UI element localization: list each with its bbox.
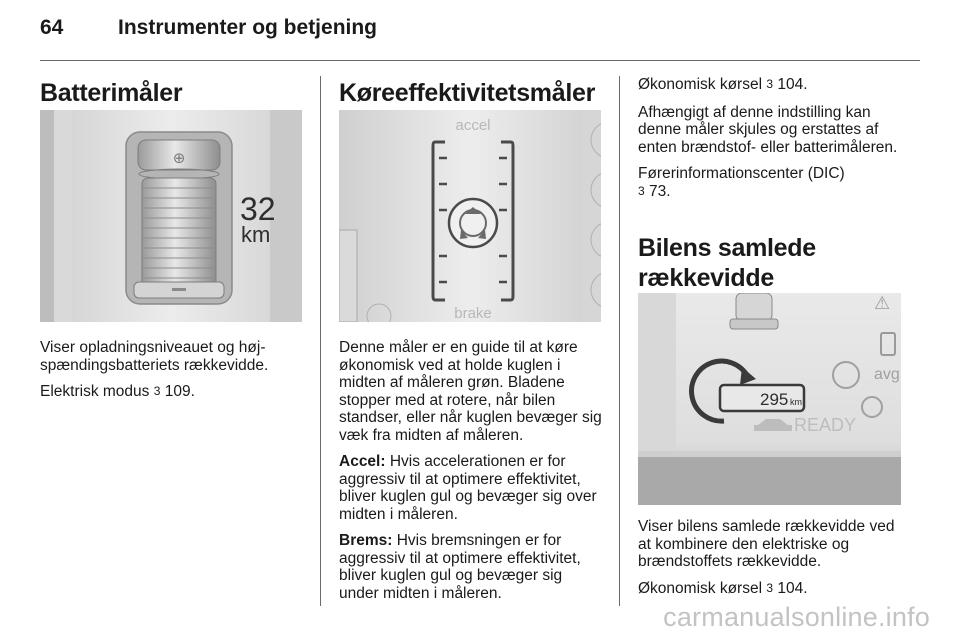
battery-gauge-illustration bbox=[40, 110, 302, 322]
section-heading-total-range bbox=[638, 233, 816, 293]
header-rule bbox=[40, 60, 920, 61]
electric-mode-page-ref: 109. bbox=[164, 383, 195, 400]
ready-label: READY bbox=[794, 415, 857, 435]
column-divider-1 bbox=[320, 76, 321, 606]
dic-page-ref: 73. bbox=[649, 182, 671, 200]
dic-text: Førerinformationscenter (DIC) bbox=[638, 165, 845, 182]
battery-gauge-figure bbox=[40, 110, 302, 322]
total-range-description: Viser bilens samlede rækkevidde ved at kombinere den elektriske og brændstoffets rækkevidde. bbox=[638, 518, 895, 570]
accel-label: accel bbox=[455, 117, 491, 134]
brems-description: Hvis bremsningen er for aggressiv til at optimere effektivitet, bliver kuglen gul og bevæger sig under midten i måleren. bbox=[339, 532, 581, 602]
eco-driving-text-2: Økonomisk kørsel bbox=[638, 579, 763, 597]
total-range-figure bbox=[638, 293, 901, 505]
section-heading-total-range-line1: Bilens samlede bbox=[638, 234, 816, 262]
svg-text:⊕: ⊕ bbox=[172, 149, 186, 167]
range-value: 295 bbox=[760, 390, 789, 409]
cross-reference-arrow-icon: 3 bbox=[153, 384, 161, 398]
range-unit: km bbox=[790, 397, 802, 407]
brake-label: brake bbox=[454, 305, 492, 322]
column-2-text bbox=[339, 339, 604, 611]
efficiency-gauge-description: Denne måler er en guide til at køre økonomisk ved at holde kuglen i midten af måleren grøn. Bladene stopper med at rotere, når bilen standser, eller når kuglen bevæger sig væk fra midten af måleren. bbox=[339, 339, 602, 444]
accel-term: Accel: bbox=[339, 453, 386, 470]
section-heading-driving-efficiency: Køreeffektivitetsmåler bbox=[339, 79, 596, 107]
efficiency-ball-icon bbox=[449, 199, 497, 247]
range-readout-value: 32 bbox=[240, 191, 276, 227]
eco-driving-text: Økonomisk kørsel bbox=[638, 76, 763, 93]
page-number: 64 bbox=[40, 16, 64, 39]
watermark: carmanualsonline.info bbox=[663, 602, 930, 632]
column-1-text bbox=[40, 339, 308, 411]
brems-paragraph bbox=[339, 532, 604, 602]
accel-description: Hvis accelerationen er for aggressiv til at optimere effektivitet, bliver kuglen gul og bevæger sig over midten i måleren. bbox=[339, 453, 597, 523]
efficiency-gauge-illustration bbox=[339, 110, 601, 322]
section-heading-total-range-line2: rækkevidde bbox=[638, 264, 774, 292]
charge-bars bbox=[142, 178, 216, 290]
eco-driving-reference-2 bbox=[638, 580, 906, 599]
eco-driving-page-ref: 104. bbox=[777, 76, 808, 93]
accel-paragraph bbox=[339, 453, 604, 523]
column-divider-2 bbox=[619, 76, 620, 606]
cross-reference-arrow-icon: 3 bbox=[766, 580, 774, 595]
avg-label: avg bbox=[874, 366, 900, 383]
cross-reference-arrow-icon: 3 bbox=[766, 77, 774, 91]
page-header bbox=[40, 16, 377, 50]
cross-reference-arrow-icon: 3 bbox=[638, 183, 645, 198]
gauge-setting-description: Afhængigt af denne indstilling kan denne måler skjules og erstattes af enten brændstof- eller batterimåleren. bbox=[638, 103, 898, 156]
page-title: Instrumenter og betjening bbox=[118, 16, 378, 39]
total-range-illustration bbox=[638, 293, 901, 505]
eco-driving-reference bbox=[638, 76, 906, 95]
electric-mode-reference bbox=[40, 383, 308, 402]
range-readout-unit: km bbox=[241, 222, 271, 247]
column-3-text-bottom bbox=[638, 518, 906, 607]
brems-term: Brems: bbox=[339, 532, 393, 549]
eco-driving-page-ref-2: 104. bbox=[777, 579, 808, 597]
electric-mode-text: Elektrisk modus bbox=[40, 383, 150, 400]
efficiency-gauge-figure bbox=[339, 110, 601, 322]
section-heading-battery-gauge: Batterimåler bbox=[40, 79, 183, 107]
dic-reference bbox=[638, 165, 906, 201]
svg-text:⚠: ⚠ bbox=[874, 293, 891, 314]
battery-gauge-description: Viser opladningsniveauet og højspændingsbatteriets rækkevidde. bbox=[40, 339, 269, 374]
column-3-text-top bbox=[638, 76, 906, 210]
